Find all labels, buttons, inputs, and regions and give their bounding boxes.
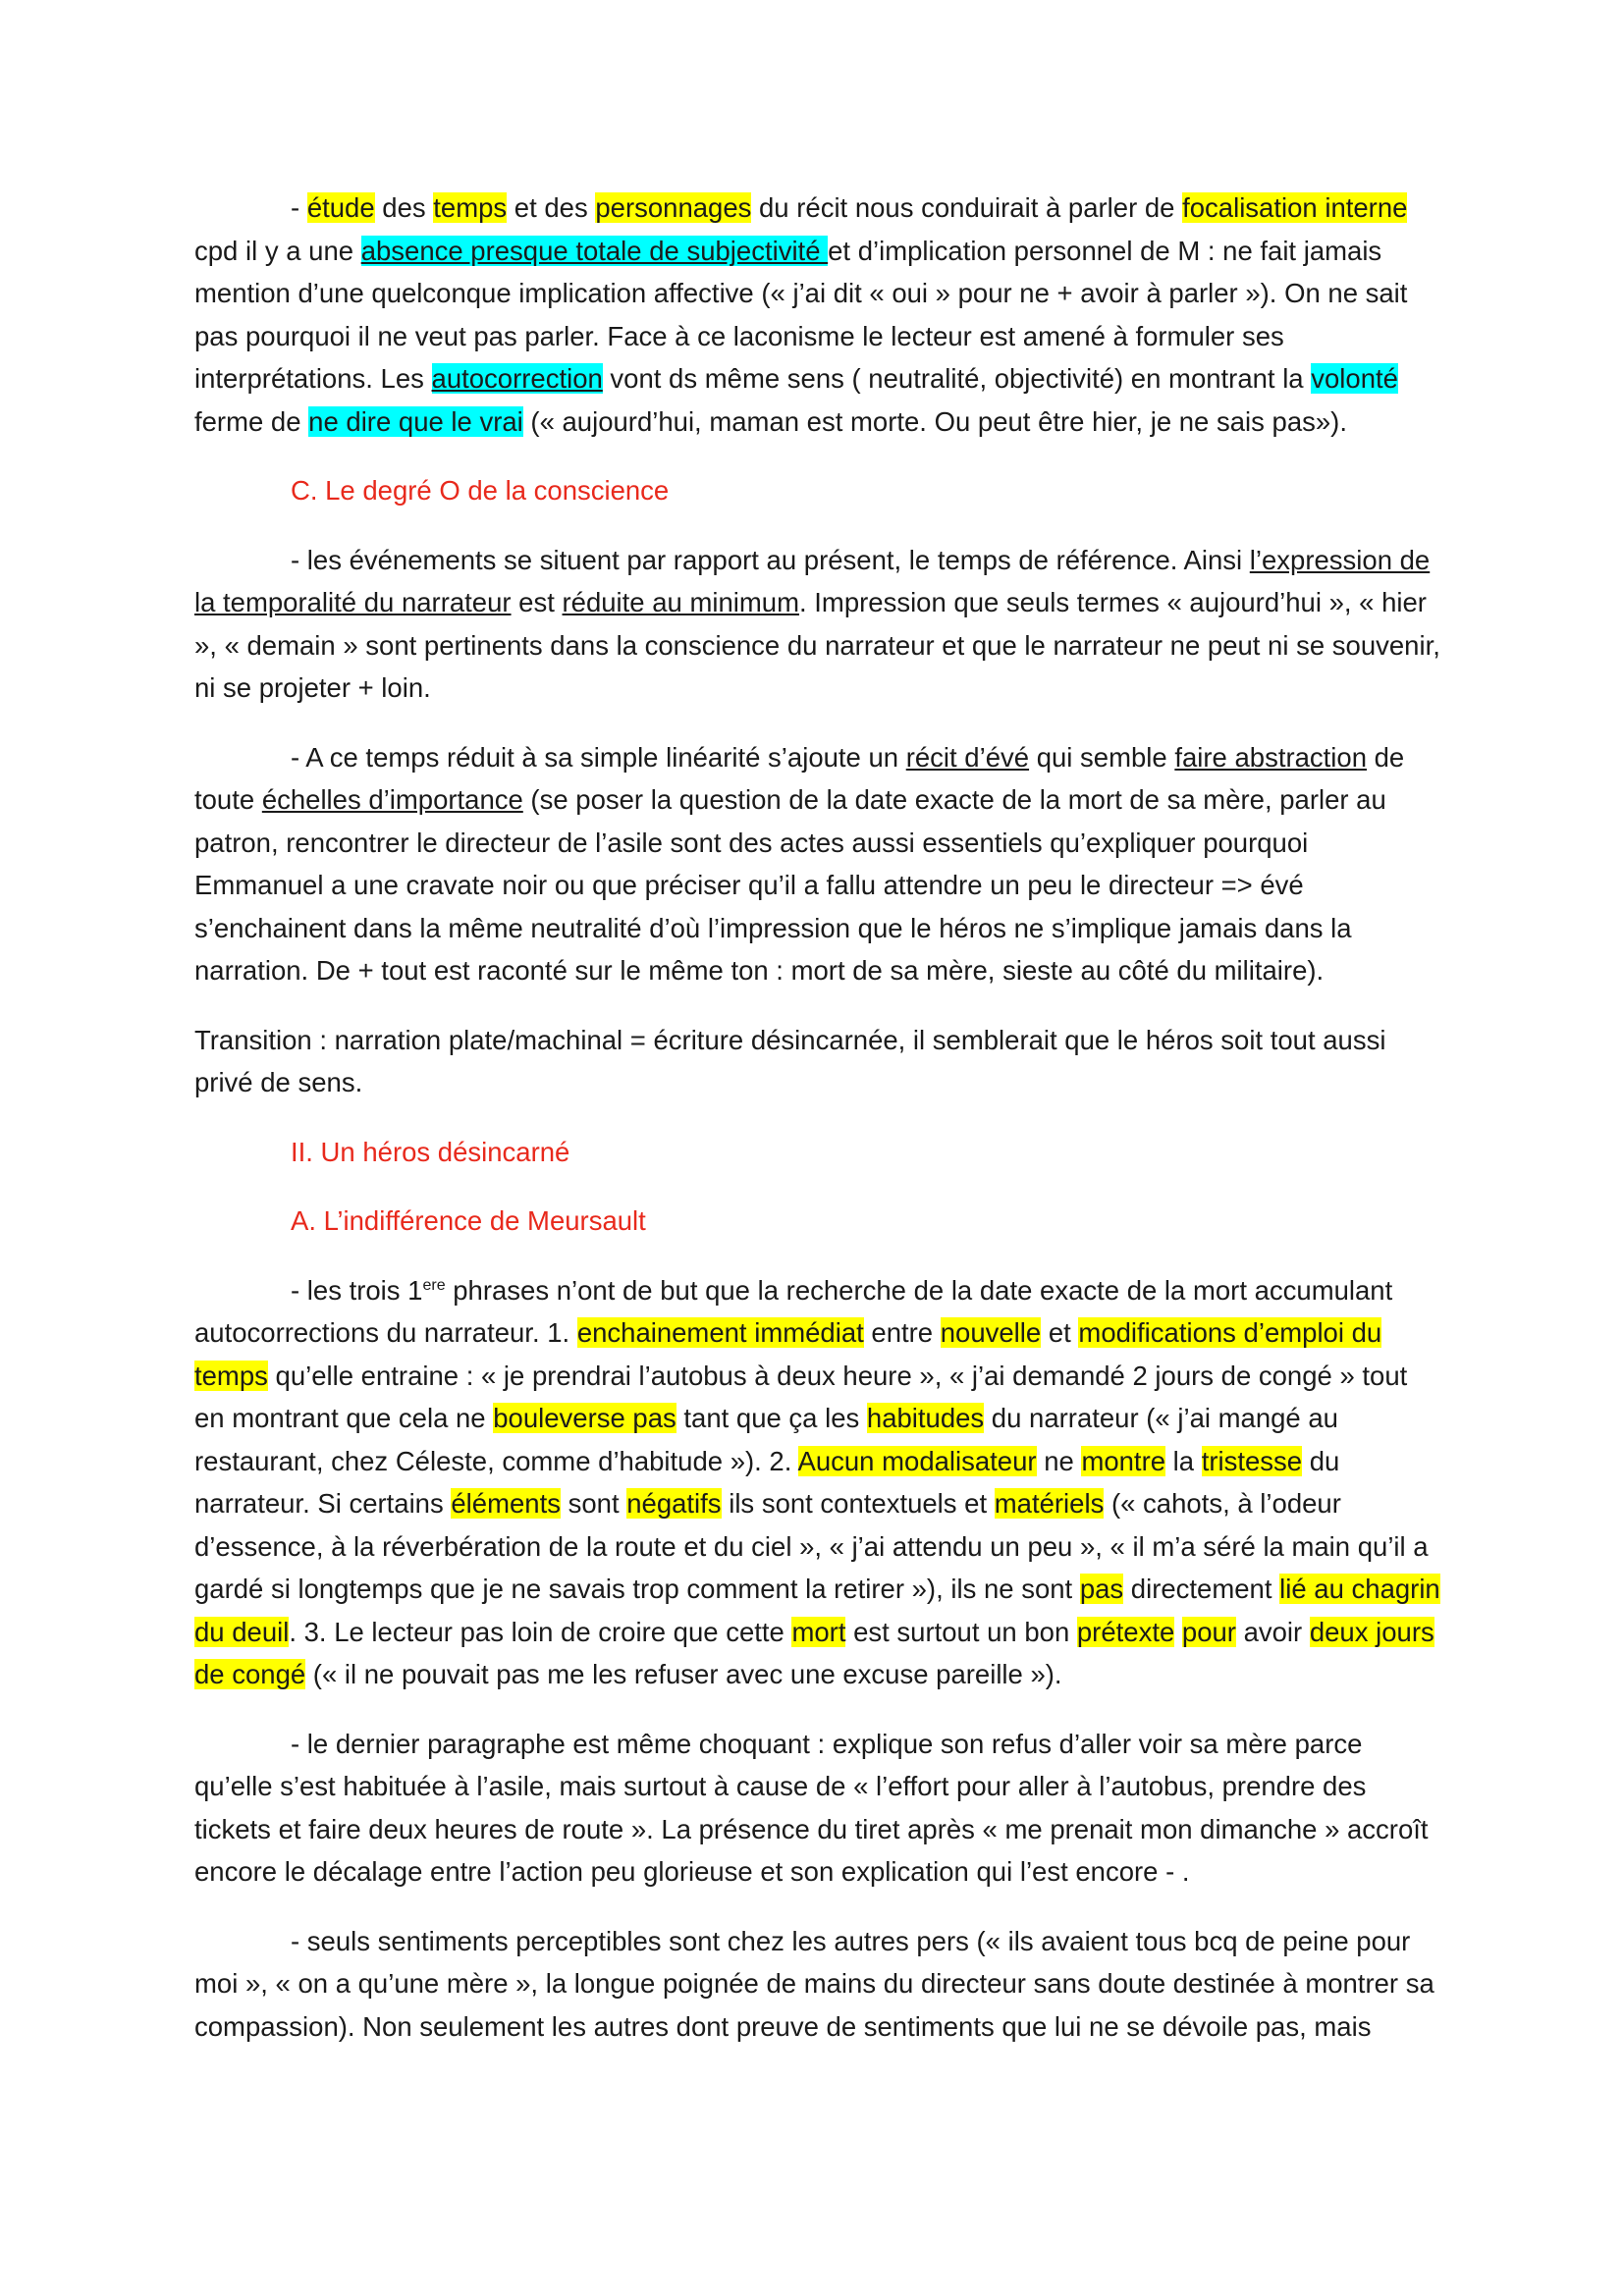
highlighted-text: focalisation interne xyxy=(1182,192,1408,223)
section-heading xyxy=(194,1131,1441,1174)
highlighted-text: montre xyxy=(1081,1445,1166,1476)
text-run: est surtout un bon xyxy=(845,1616,1077,1647)
underlined-text: récit d’évé xyxy=(905,741,1030,773)
highlighted-text: matériels xyxy=(994,1488,1105,1519)
text-run: . Impression que seuls termes « aujourd’hui », « hier », « demain » sont pertinents dans la conscience du narrateur et que le narrateur ne peut ni se souvenir, ni se projeter + loin. xyxy=(194,587,1440,703)
highlighted-text: prétexte xyxy=(1076,1616,1175,1647)
section-heading xyxy=(194,1200,1441,1243)
text-run: . 3. Le lecteur pas loin de croire que cette xyxy=(289,1616,792,1647)
body-paragraph xyxy=(194,1920,1441,2049)
highlighted-text: enchainement immédiat xyxy=(576,1317,864,1348)
text-run: ils sont contextuels et xyxy=(721,1488,995,1519)
section-heading xyxy=(194,469,1441,512)
text-run: qui semble xyxy=(1029,741,1175,773)
text-run: Transition : narration plate/machinal = écriture désincarnée, il semblerait que le héros soit tout aussi privé de sens. xyxy=(194,1024,1386,1097)
text-run: du récit nous conduirait à parler de xyxy=(751,192,1183,223)
text-run: de toute xyxy=(194,741,1405,815)
highlighted-text: tristesse xyxy=(1201,1445,1303,1476)
highlighted-text: autocorrection xyxy=(431,363,603,394)
text-run: II. Un héros désincarné xyxy=(291,1136,570,1167)
body-paragraph xyxy=(194,539,1441,710)
text-run: est xyxy=(511,587,563,617)
highlighted-text: bouleverse pas xyxy=(493,1403,676,1433)
text-run: phrases n’ont de but que la recherche de la date exacte de la mort accumulant autocorrections du narrateur. 1. xyxy=(194,1274,1393,1348)
body-paragraph xyxy=(194,1269,1441,1696)
text-run: (« il ne pouvait pas me les refuser avec une excuse pareille »). xyxy=(305,1659,1062,1689)
text-run: la xyxy=(1165,1445,1202,1476)
body-paragraph xyxy=(194,1723,1441,1894)
highlighted-text: volonté xyxy=(1311,363,1398,394)
highlighted-text: modifications d’emploi du temps xyxy=(194,1317,1382,1391)
text-run xyxy=(1174,1617,1182,1647)
text-run: (« cahots, à l’odeur d’essence, à la réverbération de la route et du ciel », « j’ai attendu un peu », « il m’a séré la main qu’il a gardé si longtemps que je ne savais trop comment la retirer »), ils ne sont xyxy=(194,1488,1429,1604)
body-paragraph xyxy=(194,1019,1441,1104)
underlined-text: échelles d’importance xyxy=(261,784,523,815)
text-run: et des xyxy=(507,192,596,223)
text-run: avoir xyxy=(1235,1616,1310,1647)
body-paragraph xyxy=(194,187,1441,443)
text-run: ferme de xyxy=(194,405,309,437)
text-run: ere xyxy=(422,1276,446,1294)
highlighted-text: négatifs xyxy=(626,1488,722,1519)
text-run: - les trois 1 xyxy=(291,1274,423,1306)
text-run: - les événements se situent par rapport au présent, le temps de référence. Ainsi xyxy=(291,544,1250,575)
text-run: entre xyxy=(863,1317,941,1348)
highlighted-text: éléments xyxy=(451,1488,561,1519)
text-run: C. Le degré O de la conscience xyxy=(291,475,670,506)
underlined-text: l’expression de la temporalité du narrateur xyxy=(194,544,1431,617)
highlighted-text: personnages xyxy=(595,192,752,223)
highlighted-text: pour xyxy=(1181,1616,1236,1647)
highlighted-text: absence presque totale de subjectivité xyxy=(360,235,829,266)
highlighted-text: habitudes xyxy=(866,1403,985,1433)
text-run: - xyxy=(291,192,307,223)
text-run: - seuls sentiments perceptibles sont chez les autres pers (« ils avaient tous bcq de peine pour moi », « on a qu’une mère », la longue poignée de mains du directeur sans doute destinée à montrer sa compassion). Non seulement les autres dont preuve de sentiments que lui ne se dévoile pas, mais xyxy=(194,1925,1434,2042)
text-run: du narrateur. Si certains xyxy=(194,1445,1340,1519)
text-run: tant que ça les xyxy=(676,1403,867,1433)
highlighted-text: pas xyxy=(1079,1574,1124,1604)
highlighted-text: lié au chagrin du deuil xyxy=(194,1574,1440,1647)
text-run: directement xyxy=(1123,1574,1280,1604)
text-run: et xyxy=(1041,1317,1079,1348)
highlighted-text: mort xyxy=(791,1616,846,1647)
text-run: (« aujourd’hui, maman est morte. Ou peut être hier, je ne sais pas»). xyxy=(522,405,1347,437)
text-run: sont xyxy=(560,1488,627,1519)
highlighted-text: ne dire que le vrai xyxy=(308,405,523,437)
highlighted-text: étude xyxy=(306,192,375,223)
text-run: du narrateur (« j’ai mangé au restaurant, chez Céleste, comme d’habitude »). 2. xyxy=(194,1403,1338,1476)
text-run: des xyxy=(374,192,434,223)
underlined-text: réduite au minimum xyxy=(562,587,799,617)
text-run: ne xyxy=(1036,1445,1082,1476)
text-run: - le dernier paragraphe est même choquant : explique son refus d’aller voir sa mère parce qu’elle s’est habituée à l’asile, mais surtout à cause de « l’effort pour aller à l’autobus, prendre des tickets et faire deux heures de route ». La présence du tiret après « me prenait mon dimanche » accroît encore le décalage entre l’action peu glorieuse et son explication qui l’est encore - . xyxy=(194,1728,1429,1887)
highlighted-text: Aucun modalisateur xyxy=(797,1445,1037,1476)
highlighted-text: temps xyxy=(433,192,508,223)
highlighted-text: deux jours de congé xyxy=(194,1616,1434,1689)
document-page xyxy=(194,187,1441,2074)
text-run: A. L’indifférence de Meursault xyxy=(291,1205,646,1236)
body-paragraph xyxy=(194,736,1441,992)
text-run: - A ce temps réduit à sa simple linéarité s’ajoute un xyxy=(291,741,906,773)
highlighted-text: nouvelle xyxy=(940,1317,1042,1348)
underlined-text: faire abstraction xyxy=(1174,741,1367,773)
text-run: (se poser la question de la date exacte de la mort de sa mère, parler au patron, rencontrer le directeur de l’asile sont des actes aussi essentiels qu’expliquer pourquoi Emmanuel a une cravate noir ou que préciser qu’il a fallu attendre un peu le directeur => évé s’enchainent dans la même neutralité d’où l’impression que le héros ne s’implique jamais dans la narration. De + tout est raconté sur le même ton : mort de sa mère, sieste au côté du militaire). xyxy=(194,784,1386,986)
text-run: qu’elle entraine : « je prendrai l’autobus à deux heure », « j’ai demandé 2 jours de congé » tout en montrant que cela ne xyxy=(194,1360,1408,1433)
text-run: vont ds même sens ( neutralité, objectivité) en montrant la xyxy=(602,363,1312,394)
text-run: cpd il y a une xyxy=(194,235,361,266)
text-run: et d’implication personnel de M : ne fait jamais mention d’une quelconque implication affective (« j’ai dit « oui » pour ne + avoir à parler »). On ne sait pas pourquoi il ne veut pas parler. Face à ce laconisme le lecteur est amené à formuler ses interprétations. Les xyxy=(194,235,1408,394)
